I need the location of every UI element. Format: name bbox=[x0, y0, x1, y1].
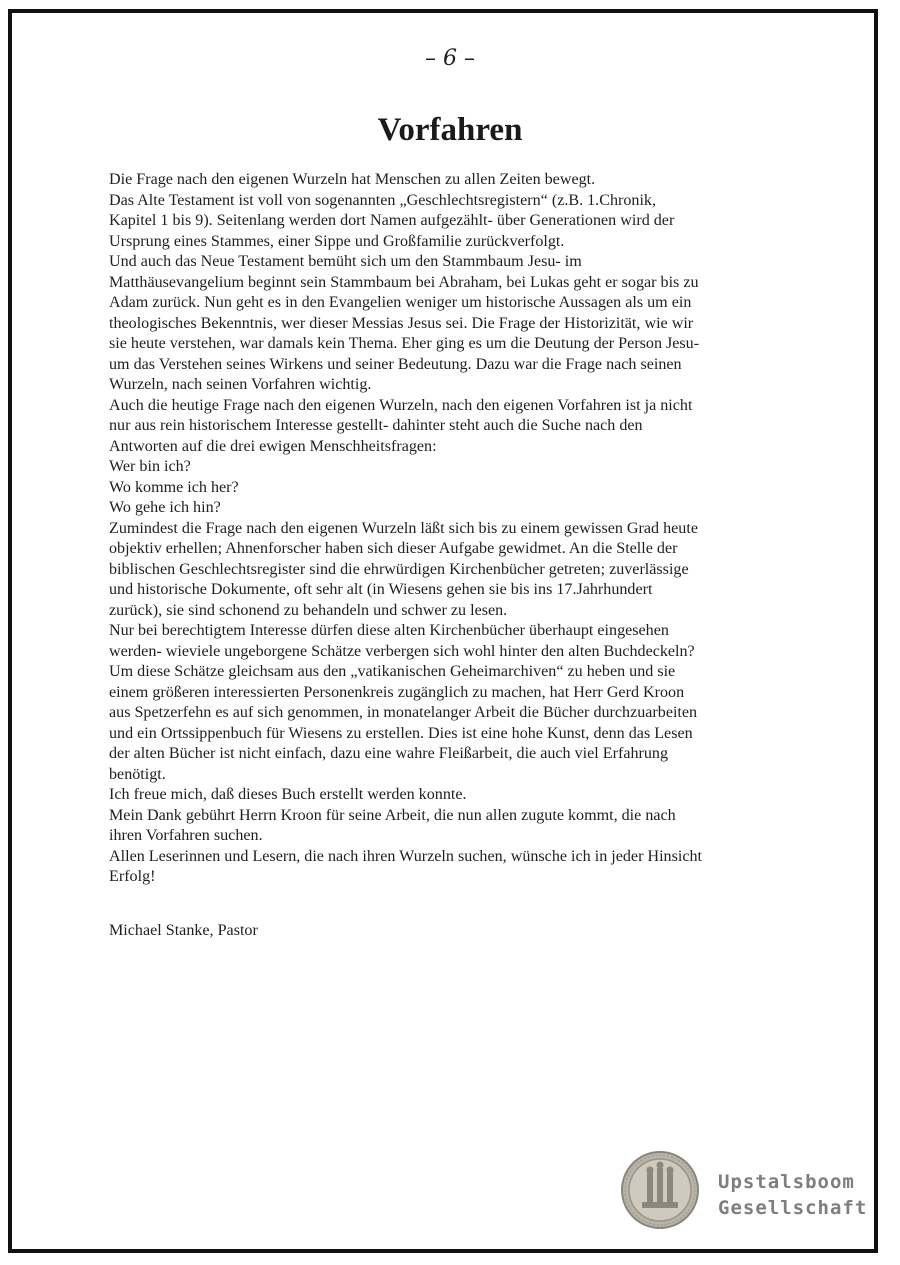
text-line: Und auch das Neue Testament bemüht sich um den Stammbaum Jesu- im bbox=[109, 253, 582, 270]
page-number: – 6 – bbox=[425, 46, 475, 71]
text-line: Kapitel 1 bis 9). Seitenlang werden dort Namen aufgezählt- über Generationen wird der bbox=[109, 212, 675, 229]
text-line: aus Spetzerfehn es auf sich genommen, in monatelanger Arbeit die Bücher durchzuarbeiten bbox=[109, 704, 698, 721]
text-line: Wo gehe ich hin? bbox=[109, 499, 221, 516]
text-line: nur aus rein historischem Interesse gestellt- dahinter steht auch die Suche nach den bbox=[109, 417, 643, 434]
seal-icon bbox=[620, 1150, 700, 1230]
text-line: Um diese Schätze gleichsam aus den „vatikanischen Geheimarchiven“ zu heben und sie bbox=[109, 663, 676, 680]
body-text bbox=[109, 170, 769, 888]
text-line: Mein Dank gebührt Herrn Kroon für seine Arbeit, die nun allen zugute kommt, die nach bbox=[109, 806, 676, 824]
text-line: Die Frage nach den eigenen Wurzeln hat Menschen zu allen Zeiten bewegt. bbox=[109, 171, 596, 188]
logo-line-1: Upstalsboom bbox=[718, 1171, 855, 1193]
text-line: zurück), sie sind schonend zu behandeln und schwer zu lesen. bbox=[109, 601, 508, 619]
page-title: Vorfahren bbox=[377, 112, 523, 148]
text-line: Erfolg! bbox=[109, 868, 156, 885]
text-line: Wurzeln, nach seinen Vorfahren wichtig. bbox=[109, 376, 372, 393]
text-line: und ein Ortssippenbuch für Wiesens zu erstellen. Dies ist eine hohe Kunst, denn das Lesen bbox=[109, 724, 693, 742]
text-line: Wo komme ich her? bbox=[109, 478, 239, 496]
text-line: Ich freue mich, daß dieses Buch erstellt werden konnte. bbox=[109, 786, 467, 803]
logo-text bbox=[718, 1169, 867, 1221]
text-line: Matthäusevangelium beginnt sein Stammbaum bei Abraham, bei Lukas geht er sogar bis zu bbox=[109, 273, 699, 291]
text-line: Antworten auf die drei ewigen Menschheitsfragen: bbox=[109, 437, 437, 455]
text-line: Ursprung eines Stammes, einer Sippe und Großfamilie zurückverfolgt. bbox=[109, 232, 565, 250]
text-line: objektiv erhellen; Ahnenforscher haben sich dieser Aufgabe gewidmet. An die Stelle der bbox=[109, 540, 678, 557]
text-line: biblischen Geschlechtsregister sind die ehrwürdigen Kirchenbücher getreten; zuverlässige bbox=[109, 560, 689, 578]
signature: Michael Stanke, Pastor bbox=[109, 922, 258, 939]
text-line: Auch die heutige Frage nach den eigenen Wurzeln, nach den eigenen Vorfahren ist ja nicht bbox=[109, 396, 693, 414]
text-line: sie heute verstehen, war damals kein Thema. Eher ging es um die Deutung der Person Jesu- bbox=[109, 335, 700, 352]
text-line: Wer bin ich? bbox=[109, 458, 191, 475]
text-line: Das Alte Testament ist voll von sogenannten „Geschlechtsregistern“ (z.B. 1.Chronik, bbox=[109, 191, 656, 209]
text-line: der alten Bücher ist nicht einfach, dazu eine wahre Fleißarbeit, die auch viel Erfahrung bbox=[109, 745, 669, 762]
text-line: um das Verstehen seines Wirkens und seiner Bedeutung. Dazu war die Frage nach seinen bbox=[109, 355, 682, 373]
text-line: theologisches Bekenntnis, wer dieser Messias Jesus sei. Die Frage der Historizität, wie wir bbox=[109, 314, 694, 332]
text-line: benötigt. bbox=[109, 765, 166, 783]
logo-line-2: Gesellschaft bbox=[718, 1197, 868, 1219]
text-line: werden- wieviele ungeborgene Schätze verbergen sich wohl hinter den alten Buchdeckeln? bbox=[109, 642, 695, 660]
text-line: ihren Vorfahren suchen. bbox=[109, 827, 263, 844]
text-line: einem größeren interessierten Personenkreis zugänglich zu machen, hat Herr Gerd Kroon bbox=[109, 683, 685, 701]
text-line: Nur bei berechtigtem Interesse dürfen diese alten Kirchenbücher überhaupt eingesehen bbox=[109, 622, 669, 639]
text-line: Zumindest die Frage nach den eigenen Wurzeln läßt sich bis zu einem gewissen Grad heute bbox=[109, 519, 698, 537]
text-line: Adam zurück. Nun geht es in den Evangelien weniger um historische Aussagen als um ein bbox=[109, 294, 692, 311]
text-line: und historische Dokumente, oft sehr alt (in Wiesens gehen sie bis ins 17.Jahrhundert bbox=[109, 581, 653, 598]
text-line: Allen Leserinnen und Lesern, die nach ihren Wurzeln suchen, wünsche ich in jeder Hinsicht bbox=[109, 847, 702, 865]
